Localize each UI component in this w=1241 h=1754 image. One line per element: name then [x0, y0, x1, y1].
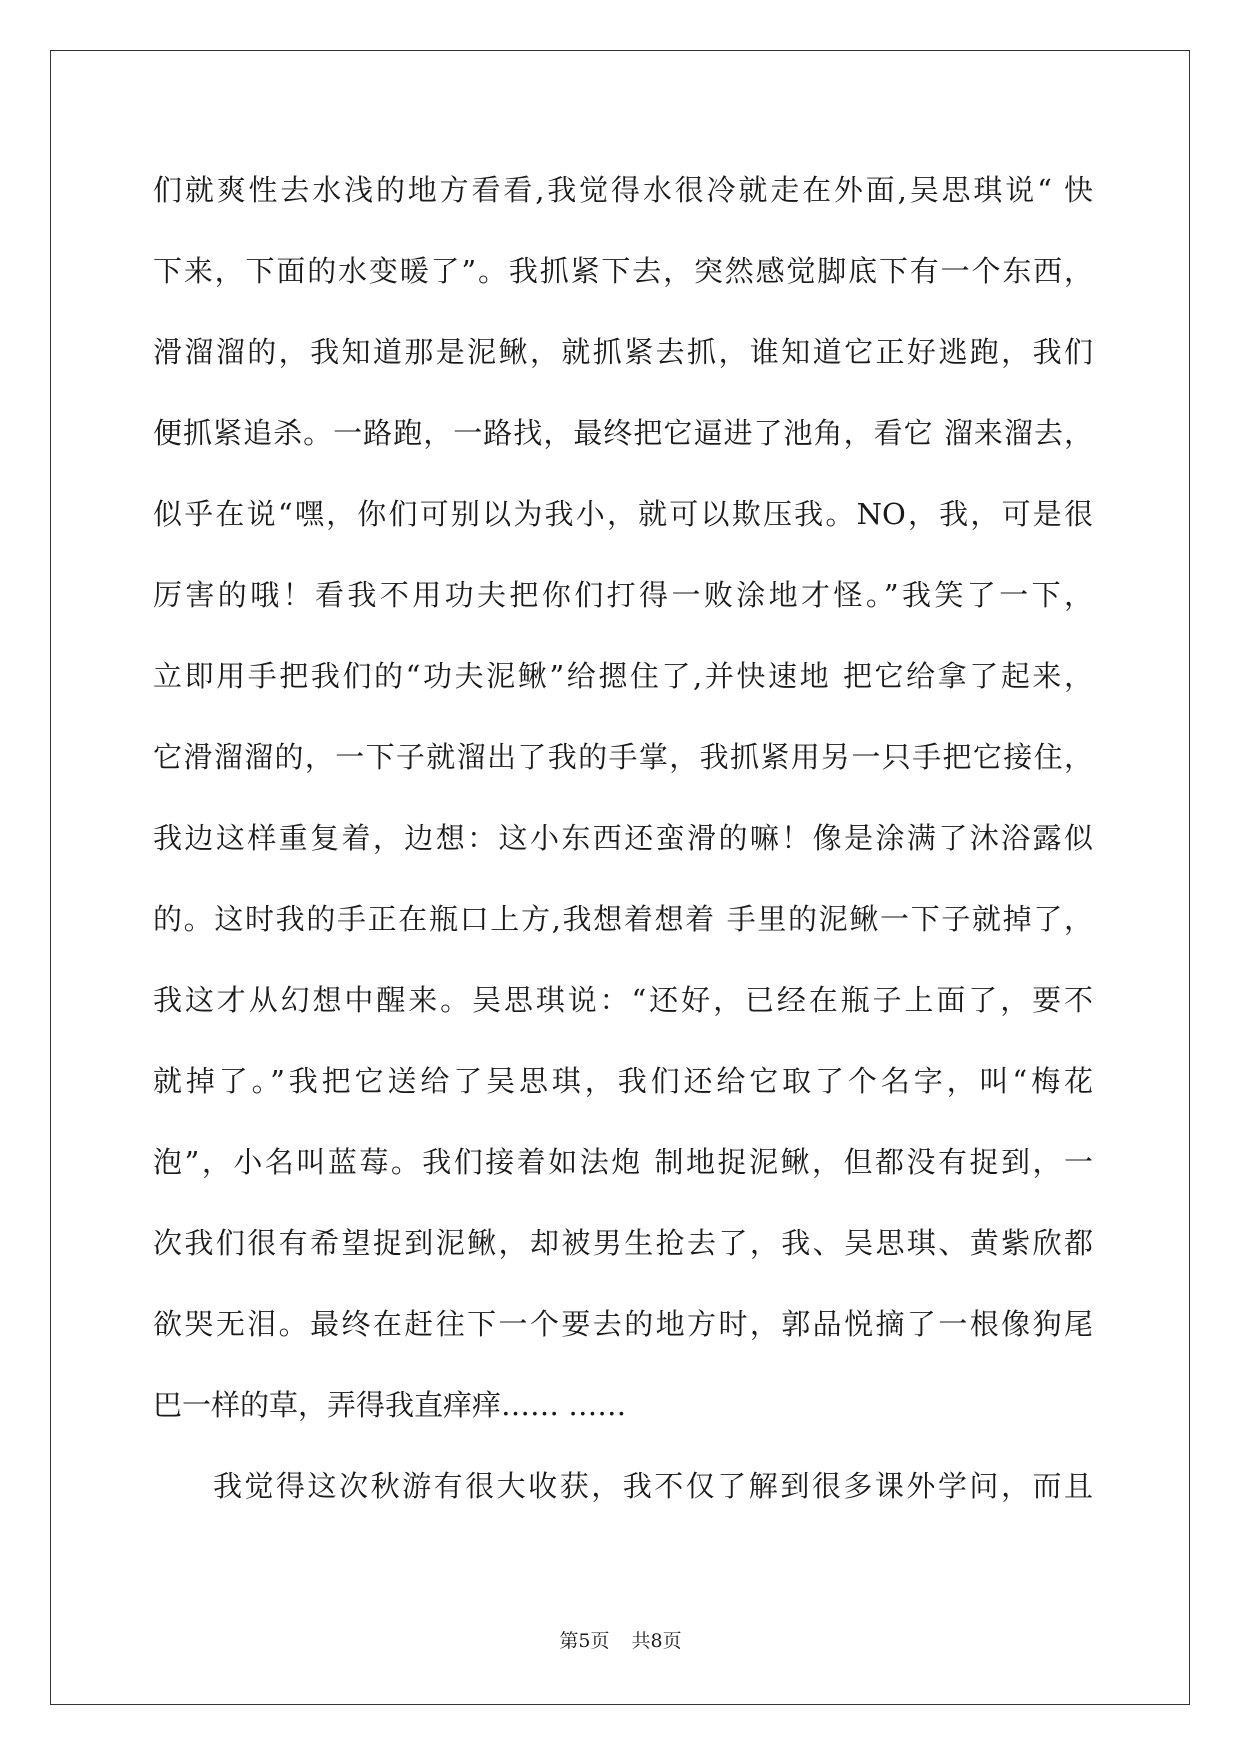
text-line: 滑溜溜的，我知道那是泥鳅，就抓紧去抓，谁知道它正好逃跑，我们	[153, 335, 1093, 369]
page-footer	[0, 1626, 1241, 1653]
text-line: 的。这时我的手正在瓶口上方,我想着想着 手里的泥鳅一下子就掉了，	[153, 902, 1093, 936]
text-line: 们就爽性去水浅的地方看看,我觉得水很冷就走在外面,吴思琪说“ 快	[153, 173, 1093, 207]
text-line: 下来，下面的水变暖了”。我抓紧下去，突然感觉脚底下有一个东西，	[153, 254, 1093, 288]
text-line: 我这才从幻想中醒来。吴思琪说：“还好，已经在瓶子上面了，要不	[153, 983, 1093, 1017]
total-page-count: 共8页	[631, 1630, 682, 1652]
text-line: 泡”，小名叫蓝莓。我们接着如法炮 制地捉泥鳅，但都没有捉到，一	[153, 1145, 1093, 1179]
current-page-number: 第5页	[559, 1630, 610, 1652]
text-line: 它滑溜溜的，一下子就溜出了我的手掌，我抓紧用另一只手把它接住，	[153, 740, 1093, 774]
text-line: 似乎在说“嘿，你们可别以为我小，就可以欺压我。NO，我，可是很	[153, 497, 1093, 531]
text-line: 便抓紧追杀。一路跑，一路找，最终把它逼进了池角，看它 溜来溜去，	[153, 416, 1093, 450]
text-line: 欲哭无泪。最终在赶往下一个要去的地方时，郭品悦摘了一根像狗尾	[153, 1307, 1093, 1341]
text-line: 我边这样重复着，边想：这小东西还蛮滑的嘛！像是涂满了沐浴露似	[153, 821, 1093, 855]
text-line: 就掉了。”我把它送给了吴思琪，我们还给它取了个名字，叫“梅花	[153, 1064, 1093, 1098]
text-line: 次我们很有希望捉到泥鳅，却被男生抢去了，我、吴思琪、黄紫欣都	[153, 1226, 1093, 1260]
paragraph-first-line: 我觉得这次秋游有很大收获，我不仅了解到很多课外学问，而且	[213, 1469, 1093, 1503]
text-line: 立即用手把我们的“功夫泥鳅”给摁住了,并快速地 把它给拿了起来，	[153, 659, 1093, 693]
document-body	[153, 160, 1093, 1537]
text-line: 巴一样的草，弄得我直痒痒…… ……	[153, 1388, 627, 1422]
text-line: 厉害的哦！看我不用功夫把你们打得一败涂地才怪。”我笑了一下，	[153, 578, 1093, 612]
